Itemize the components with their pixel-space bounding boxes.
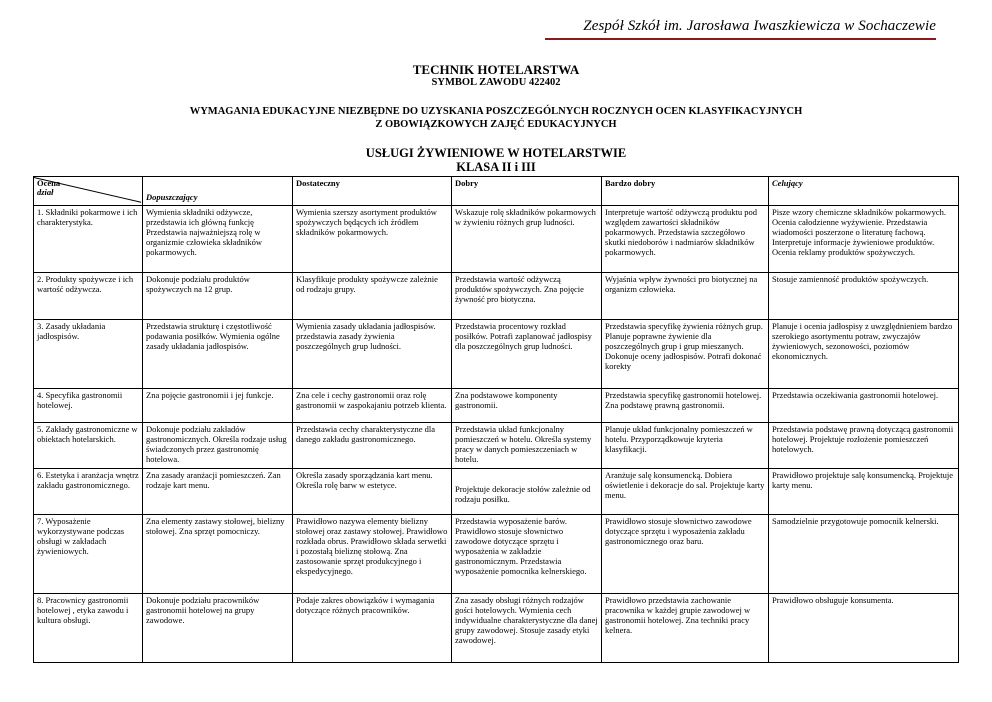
table-cell: Przedstawia specyfikę gastronomii hotelowej. Zna podstawę prawną gastronomii. xyxy=(602,389,769,423)
table-cell: Planuje układ funkcjonalny pomieszczeń w hotelu. Przyporządkowuje kryteria klasyfikacji. xyxy=(602,423,769,469)
occupation-symbol: SYMBOL ZAWODU 422402 xyxy=(431,77,561,88)
table-cell xyxy=(452,469,602,515)
table-cell: Przedstawia specyfikę żywienia różnych grup. Planuje poprawne żywienie dla poszczególnych grup i grup mieszanych. Dokonuje oceny jadłospisów. Potrafi dokonać korekty xyxy=(602,320,769,389)
cell-text: Projektuje dekoracje stołów zależnie od rodzaju posiłku. xyxy=(455,484,591,504)
corner-grade-label: Ocena xyxy=(37,178,61,188)
table-cell: Przedstawia oczekiwania gastronomii hotelowej. xyxy=(769,389,959,423)
grade-header-dobry: Dobry xyxy=(452,177,602,206)
table-row xyxy=(34,423,959,469)
table-cell: Stosuje zamienność produktów spożywczych. xyxy=(769,273,959,320)
requirements-heading xyxy=(0,105,992,131)
table-cell: Przedstawia procentowy rozkład posiłków. Potrafi zaplanować jadłospisy dla poszczególnych grup ludności. xyxy=(452,320,602,389)
table-cell: Przedstawia wyposażenie barów. Prawidłowo stosuje słownictwo zawodowe dotyczące sprzętu i wyposażenia w zakładzie gastronomicznym. Przedstawia wyposażenie pomocnika kelnerskiego. xyxy=(452,515,602,594)
table-cell: Wymienia zasady układania jadłospisów. przedstawia zasady żywienia poszczególnych grup ludności. xyxy=(293,320,452,389)
grade-header-bardzo-dobry: Bardzo dobry xyxy=(602,177,769,206)
table-cell: Planuje i ocenia jadłospisy z uwzględnieniem bardzo szerokiego asortymentu potraw, zwyczajów żywieniowych, sezonowości, poziomów ekonomicznych. xyxy=(769,320,959,389)
row-subject: 7. Wyposażenie wykorzystywane podczas obsługi w zakładach żywieniowych. xyxy=(34,515,143,594)
table-row xyxy=(34,594,959,663)
table-row xyxy=(34,273,959,320)
table-cell: Dokonuje podziału zakładów gastronomicznych. Określa rodzaje usług świadczonych przez gastronomię hotelowa. xyxy=(143,423,293,469)
table-cell: Dokonuje podziału pracowników gastronomii hotelowej na grupy zawodowe. xyxy=(143,594,293,663)
table-cell: Zna pojęcie gastronomii i jej funkcje. xyxy=(143,389,293,423)
table-cell: Określa zasady sporządzania kart menu. Określa rolę barw w estetyce. xyxy=(293,469,452,515)
row-subject: 8. Pracownicy gastronomii hotelowej , etyka zawodu i kultura obsługi. xyxy=(34,594,143,663)
table-cell: Samodzielnie przygotowuje pomocnik kelnerski. xyxy=(769,515,959,594)
school-name: Zespół Szkół im. Jarosława Iwaszkiewicza w Sochaczewie xyxy=(583,18,936,34)
requirements-line-1: WYMAGANIA EDUKACYJNE NIEZBĘDNE DO UZYSKANIA POSZCZEGÓLNYCH ROCZNYCH OCEN KLASYFIKACYJNYCH xyxy=(189,106,803,117)
table-cell: Klasyfikuje produkty spożywcze zależnie od rodzaju grupy. xyxy=(293,273,452,320)
table-cell: Prawidłowo obsługuje konsumenta. xyxy=(769,594,959,663)
table-cell: Wymienia szerszy asortyment produktów spożywczych będących ich źródłem składników pokarmowych. xyxy=(293,206,452,273)
table-cell: Zna podstawowe komponenty gastronomii. xyxy=(452,389,602,423)
corner-cell xyxy=(34,177,143,206)
requirements-line-2: Z OBOWIĄZKOWYCH ZAJĘĆ EDUKACYJNYCH xyxy=(375,119,617,130)
table-cell: Interpretuje wartość odżywczą produktu pod względem zawartości składników pokarmowych. Przedstawia szczegółowo skutki niedoborów i nadmiarów składników pokarmowych. xyxy=(602,206,769,273)
table-cell: Dokonuje podziału produktów spożywczych na 12 grup. xyxy=(143,273,293,320)
row-subject: 5. Zakłady gastronomiczne w obiektach hotelarskich. xyxy=(34,423,143,469)
grade-header-celujacy: Celujący xyxy=(769,177,959,206)
table-row xyxy=(34,389,959,423)
doc-title: TECHNIK HOTELARSTWA xyxy=(412,62,580,77)
table-cell: Prawidłowo stosuje słownictwo zawodowe dotyczące sprzętu i wyposażenia zakładu gastronomicznego oraz baru. xyxy=(602,515,769,594)
subject-heading xyxy=(0,146,992,174)
table-cell: Przedstawia wartość odżywczą produktów spożywczych. Zna pojęcie żywność pro biotyczna. xyxy=(452,273,602,320)
table-cell: Wskazuje rolę składników pokarmowych w żywieniu różnych grup ludności. xyxy=(452,206,602,273)
cell-spacer xyxy=(455,470,598,484)
table-cell: Przedstawia cechy charakterystyczne dla danego zakładu gastronomicznego. xyxy=(293,423,452,469)
table-cell: Zna zasady obsługi różnych rodzajów gości hotelowych. Wymienia cech indywidualne charakterystyczne dla danej grupy zawodowej. Stosuje zasady etyki zawodowej. xyxy=(452,594,602,663)
row-subject: 1. Składniki pokarmowe i ich charakterystyka. xyxy=(34,206,143,273)
table-cell: Zna elementy zastawy stołowej, bielizny stołowej. Zna sprzęt pomocniczy. xyxy=(143,515,293,594)
table-row xyxy=(34,320,959,389)
table-cell: Zna zasady aranżacji pomieszczeń. Zan rodzaje kart menu. xyxy=(143,469,293,515)
table-row xyxy=(34,515,959,594)
row-subject: 4. Specyfika gastronomii hotelowej. xyxy=(34,389,143,423)
table-cell: Aranżuje salę konsumencką. Dobiera oświetlenie i dekoracje do sal. Projektuje karty menu. xyxy=(602,469,769,515)
table-cell: Wymienia składniki odżywcze, przedstawia ich główną funkcję Przedstawia najważniejszą rolę w organizmie człowieka składników pokarmowych. xyxy=(143,206,293,273)
corner-section-label: dział xyxy=(37,187,54,197)
table-cell: Podaje zakres obowiązków i wymagania dotyczące różnych pracowników. xyxy=(293,594,452,663)
row-subject: 6. Estetyka i aranżacja wnętrz zakładu gastronomicznego. xyxy=(34,469,143,515)
table-cell: Przedstawia układ funkcjonalny pomieszczeń w hotelu. Określa systemy pracy w danych pomieszczeniach w hotelu. xyxy=(452,423,602,469)
table-cell: Przedstawia podstawę prawną dotyczącą gastronomii hotelowej. Projektuje rozłożenie pomieszczeń hotelowych. xyxy=(769,423,959,469)
table-row xyxy=(34,469,959,515)
table-cell: Prawidłowo nazywa elementy bielizny stołowej oraz zastawy stołowej. Prawidłowo rozkłada obrus. Prawidłowo składa serwetki i pozostałą bieliznę stołową. Zna zastosowanie sprzęt produkcyjnego i ekspedycyjnego. xyxy=(293,515,452,594)
row-subject: 3. Zasady układania jadłospisów. xyxy=(34,320,143,389)
table-cell: Wyjaśnia wpływ żywności pro biotycznej na organizm człowieka. xyxy=(602,273,769,320)
grade-header-dostateczny: Dostateczny xyxy=(293,177,452,206)
table-cell: Prawidłowo przedstawia zachowanie pracownika w każdej grupie zawodowej w gastronomii hotelowej. Zna techniki pracy kelnera. xyxy=(602,594,769,663)
requirements-table xyxy=(33,176,959,663)
table-cell: Przedstawia strukturę i częstotliwość podawania posiłków. Wymienia ogólne zasady układania jadłospisów. xyxy=(143,320,293,389)
class-title: KLASA II i III xyxy=(456,160,536,174)
table-cell: Prawidłowo projektuje salę konsumencką. Projektuje karty menu. xyxy=(769,469,959,515)
header-rule xyxy=(545,38,936,40)
table-row xyxy=(34,206,959,273)
table-header-row xyxy=(34,177,959,206)
table-cell: Pisze wzory chemiczne składników pokarmowych. Ocenia całodzienne wyżywienie. Przedstawia wiadomości poszerzone o literaturę fachową. Interpretuje informacje żywieniowe produktów. Ocenia reklamy produktów spożywczych. xyxy=(769,206,959,273)
table-cell: Zna cele i cechy gastronomii oraz rolę gastronomii w zaspokajaniu potrzeb klienta. xyxy=(293,389,452,423)
subject-title: USŁUGI ŻYWIENIOWE W HOTELARSTWIE xyxy=(365,146,627,160)
row-subject: 2. Produkty spożywcze i ich wartość odżywcza. xyxy=(34,273,143,320)
grade-header-dopuszczajacy: Dopuszczający xyxy=(143,177,293,206)
